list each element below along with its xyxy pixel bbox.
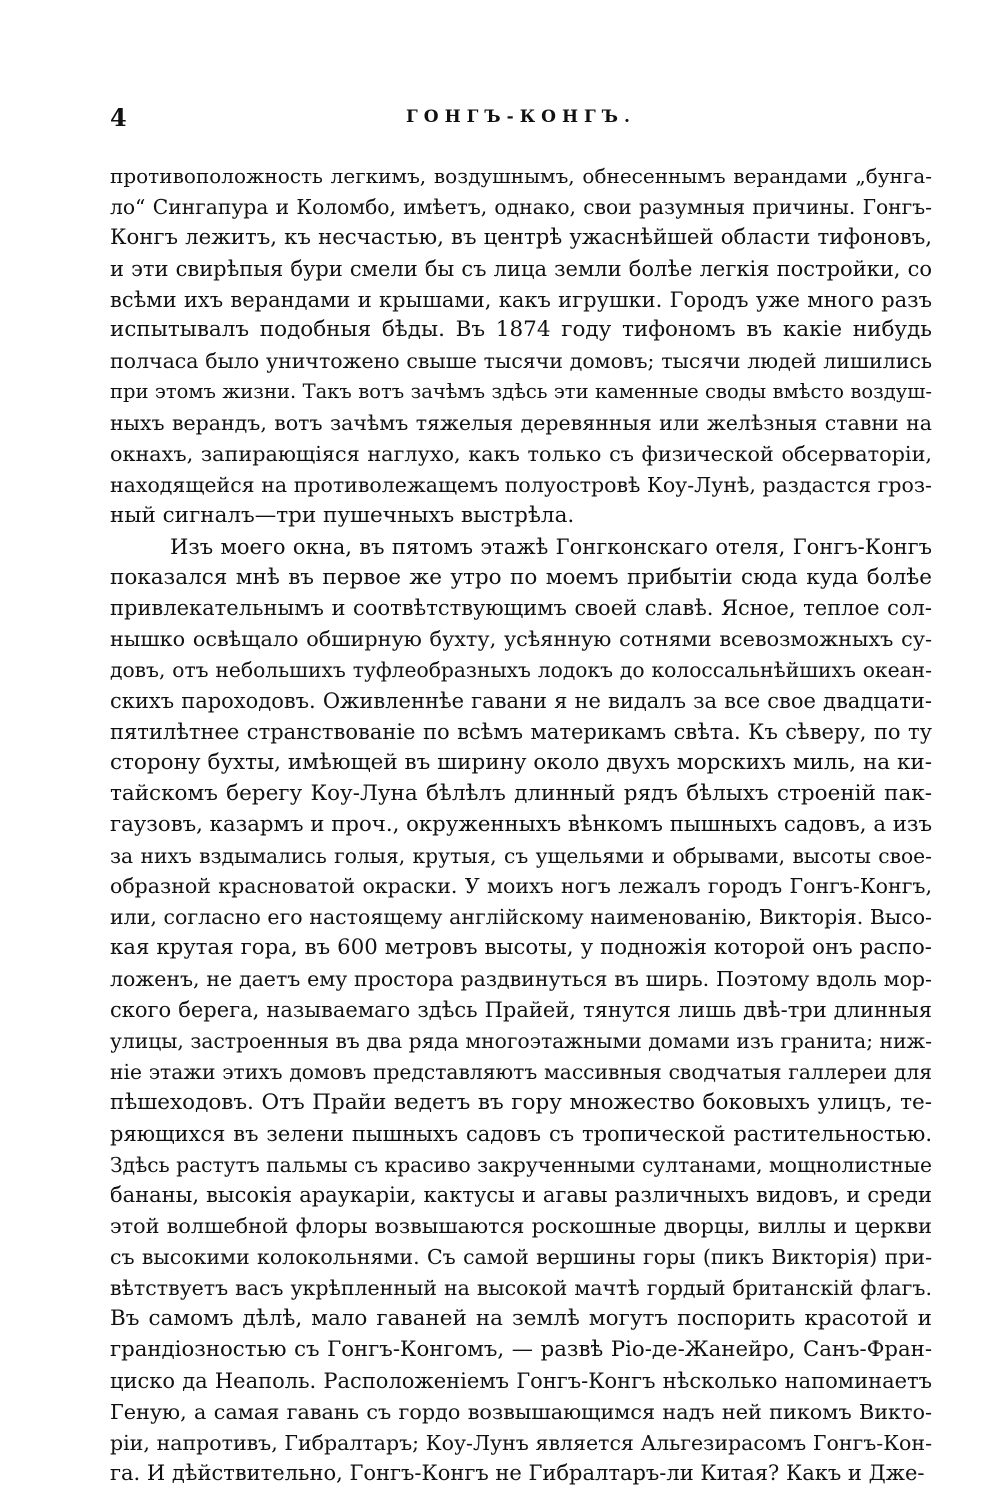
text-line: ложенъ, не даетъ ему простора раздвинуться въ ширь. Поэтому вдоль мор- — [110, 967, 932, 992]
text-line: ный сигналъ—три пушечныхъ выстрѣла. — [110, 502, 575, 528]
text-line: довъ, отъ небольшихъ туфлеобразныхъ лодокъ до колоссальнѣйшихъ океан- — [110, 658, 932, 683]
text-line: га. И дѣйствительно, Гонгъ-Конгъ не Гибралтаръ-ли Китая? Какъ и Дже- — [110, 1461, 925, 1486]
text-line: улицы, застроенныя въ два ряда многоэтажными домами изъ гранита; ниж- — [110, 1028, 932, 1053]
text-line: скихъ пароходовъ. Оживленнѣе гавани я не видалъ за все свое двадцати- — [110, 689, 932, 714]
text-line: Геную, а самая гавань съ гордо возвышающимся надъ ней пикомъ Викто- — [110, 1399, 932, 1424]
text-line: тайскомъ берегу Коу-Луна бѣлѣлъ длинный рядъ бѣлыхъ строеній пак- — [110, 780, 932, 806]
text-line: Здѣсь растутъ пальмы съ красиво закрученными султанами, мощнолистные — [110, 1152, 932, 1177]
text-line: ло“ Сингапура и Коломбо, имѣетъ, однако, свои разумныя причины. Гонгъ- — [110, 194, 932, 219]
text-line: гаузовъ, казармъ и проч., окруженныхъ вѣнкомъ пышныхъ садовъ, а изъ — [110, 811, 933, 837]
text-line: этой волшебной флоры возвышаются роскошные дворцы, виллы и церкви — [110, 1214, 932, 1239]
page-title: ГОНГЪ-КОНГЪ. — [406, 107, 636, 127]
text-line: или, согласно его настоящему англійскому наименованію, Викторія. Высо- — [110, 905, 932, 930]
text-line: бананы, высокія араукаріи, кактусы и агавы различныхъ видовъ, и среди — [110, 1183, 932, 1208]
text-line: образной красноватой окраски. У моихъ ногъ лежалъ городъ Гонгъ-Конгъ, — [110, 874, 932, 899]
text-line: съ высокими колокольнями. Съ самой вершины горы (пикъ Викторія) при- — [110, 1245, 932, 1270]
text-line: ныхъ верандъ, вотъ зачѣмъ тяжелыя деревянныя или желѣзныя ставни на — [110, 411, 932, 436]
text-line: циско да Неаполь. Расположеніемъ Гонгъ-Конгъ нѣсколько напоминаетъ — [110, 1368, 932, 1393]
text-line: вѣтствуетъ васъ укрѣпленный на высокой мачтѣ гордый британскій флагъ. — [110, 1276, 932, 1301]
text-line: всѣми ихъ верандами и крышами, какъ игрушки. Городъ уже много разъ — [110, 287, 932, 312]
text-line: ряющихся въ зелени пышныхъ садовъ съ тропической растительностью. — [110, 1121, 932, 1146]
text-line: кая крутая гора, въ 600 метровъ высоты, у подножія которой онъ распо- — [110, 935, 932, 961]
text-line: за нихъ вздымались голыя, крутыя, съ ущельями и обрывами, высоты свое- — [110, 843, 932, 868]
text-line: Изъ моего окна, въ пятомъ этажѣ Гонгконскаго отеля, Гонгъ-Конгъ — [170, 534, 932, 559]
text-line: находящейся на противолежащемъ полуостровѣ Коу-Лунѣ, раздастся гроз- — [110, 472, 932, 497]
text-line: испытывалъ подобныя бѣды. Въ 1874 году тифономъ въ какіе нибудь — [110, 317, 932, 343]
text-line: противоположность легкимъ, воздушнымъ, обнесеннымъ верандами „бунга- — [110, 164, 932, 188]
text-line: грандіозностью съ Гонгъ-Конгомъ, — развѣ Ріо-де-Жанейро, Санъ-Фран- — [110, 1336, 932, 1362]
text-line: показался мнѣ въ первое же утро по моемъ прибытіи сюда куда болѣе — [110, 564, 932, 590]
text-line: пятилѣтнее странствованіе по всѣмъ материкамъ свѣта. Къ сѣверу, по ту — [110, 720, 932, 745]
text-line: Въ самомъ дѣлѣ, мало гаваней на землѣ могутъ поспорить красотой и — [110, 1305, 932, 1331]
text-line: нышко освѣщало обширную бухту, усѣянную сотнями всевозможныхъ су- — [110, 627, 932, 652]
text-line: ріи, напротивъ, Гибралтаръ; Коу-Лунъ является Альгезирасомъ Гонгъ-Кон- — [110, 1430, 932, 1455]
text-line: привлекательнымъ и соотвѣтствующимъ своей славѣ. Ясное, теплое сол- — [110, 596, 932, 621]
paragraph — [110, 161, 932, 532]
text-line: сторону бухты, имѣющей въ ширину около двухъ морскихъ миль, на ки- — [110, 749, 932, 775]
text-line: при этомъ жизни. Такъ вотъ зачѣмъ здѣсь эти каменные своды вмѣсто воздуш- — [110, 380, 932, 404]
text-line: ніе этажи этихъ домовъ представляютъ массивныя сводчатыя галлереи для — [110, 1059, 932, 1084]
text-line: пѣшеходовъ. Отъ Прайи ведетъ въ гору множество боковыхъ улицъ, те- — [110, 1089, 932, 1115]
text-line: и эти свирѣпыя бури смели бы съ лица земли болѣе легкія постройки, со — [110, 256, 932, 281]
text-line: полчаса было уничтожено свыше тысячи домовъ; тысячи людей лишились — [110, 349, 932, 374]
paragraph — [110, 532, 932, 1490]
text-line: Конгъ лежитъ, къ несчастью, въ центрѣ ужаснѣйшей области тифоновъ, — [110, 224, 932, 250]
text-line: ского берега, называемаго здѣсь Прайей, тянутся лишь двѣ-три длинныя — [110, 998, 932, 1023]
book-page — [110, 95, 932, 1489]
text-body — [110, 161, 932, 1489]
page-number: 4 — [110, 103, 127, 132]
text-line: окнахъ, запирающіяся наглухо, какъ только съ физической обсерваторіи, — [110, 442, 932, 467]
running-head — [110, 95, 932, 135]
